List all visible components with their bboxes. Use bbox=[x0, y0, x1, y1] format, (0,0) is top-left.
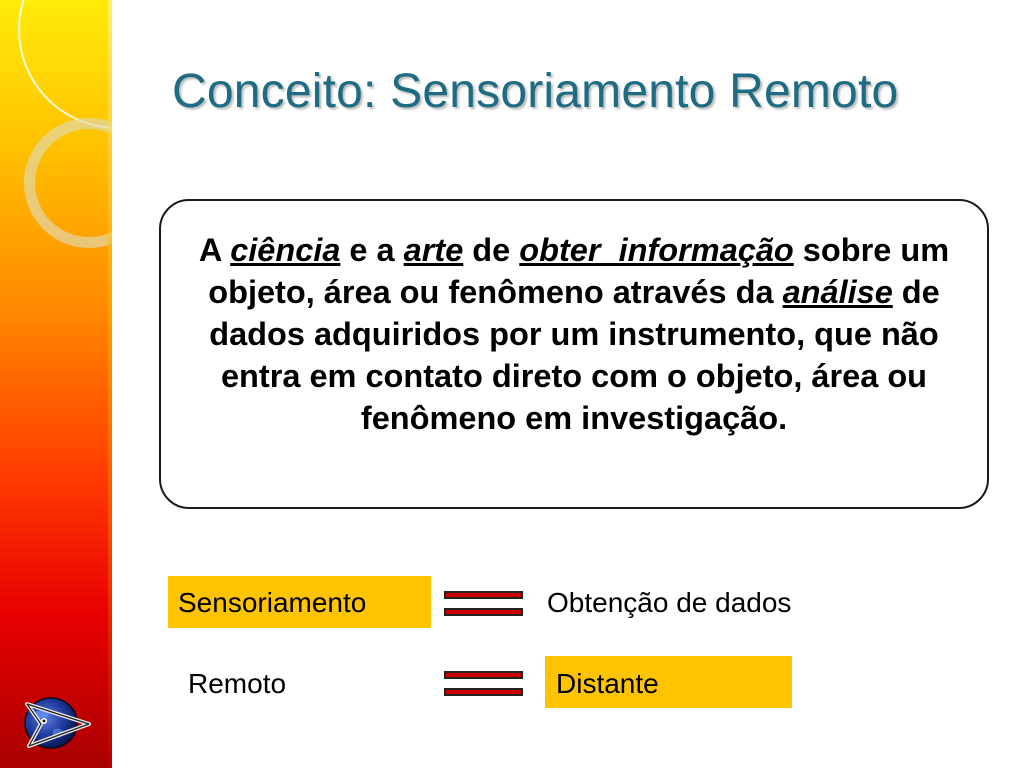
definition-text-part: de bbox=[463, 232, 520, 268]
definition-text bbox=[181, 229, 967, 439]
term-remoto: Remoto bbox=[188, 668, 287, 699]
globe-arrow-icon bbox=[21, 690, 93, 752]
definition-text-part: de dados adquiridos por um instrumento, que não entra em contato direto com o objeto, área ou fenômeno em investigação. bbox=[209, 274, 940, 436]
definition-box bbox=[159, 199, 989, 509]
emphasis-ciencia: ciência bbox=[230, 232, 341, 268]
definition-text-part: sobre um objeto, área ou fenômeno através da bbox=[208, 232, 950, 310]
equals-sign-icon bbox=[444, 671, 523, 697]
slide-title: Conceito: Sensoriamento Remoto bbox=[172, 65, 899, 118]
emphasis-arte: arte bbox=[403, 232, 464, 268]
term-obtencao-de-dados: Obtenção de dados bbox=[547, 587, 792, 618]
decorative-sidebar bbox=[0, 0, 112, 768]
definition-text-part: A bbox=[198, 232, 231, 268]
decorative-circle-ring bbox=[24, 118, 112, 248]
term-sensoriamento: Sensoriamento bbox=[168, 576, 431, 628]
term-distante: Distante bbox=[545, 656, 792, 708]
definition-text-part: e a bbox=[340, 232, 404, 268]
decorative-circle-large bbox=[18, 0, 112, 129]
emphasis-obter-informacao: obter informação bbox=[519, 232, 794, 268]
equals-sign-icon bbox=[444, 591, 523, 617]
emphasis-analise: análise bbox=[782, 274, 893, 310]
